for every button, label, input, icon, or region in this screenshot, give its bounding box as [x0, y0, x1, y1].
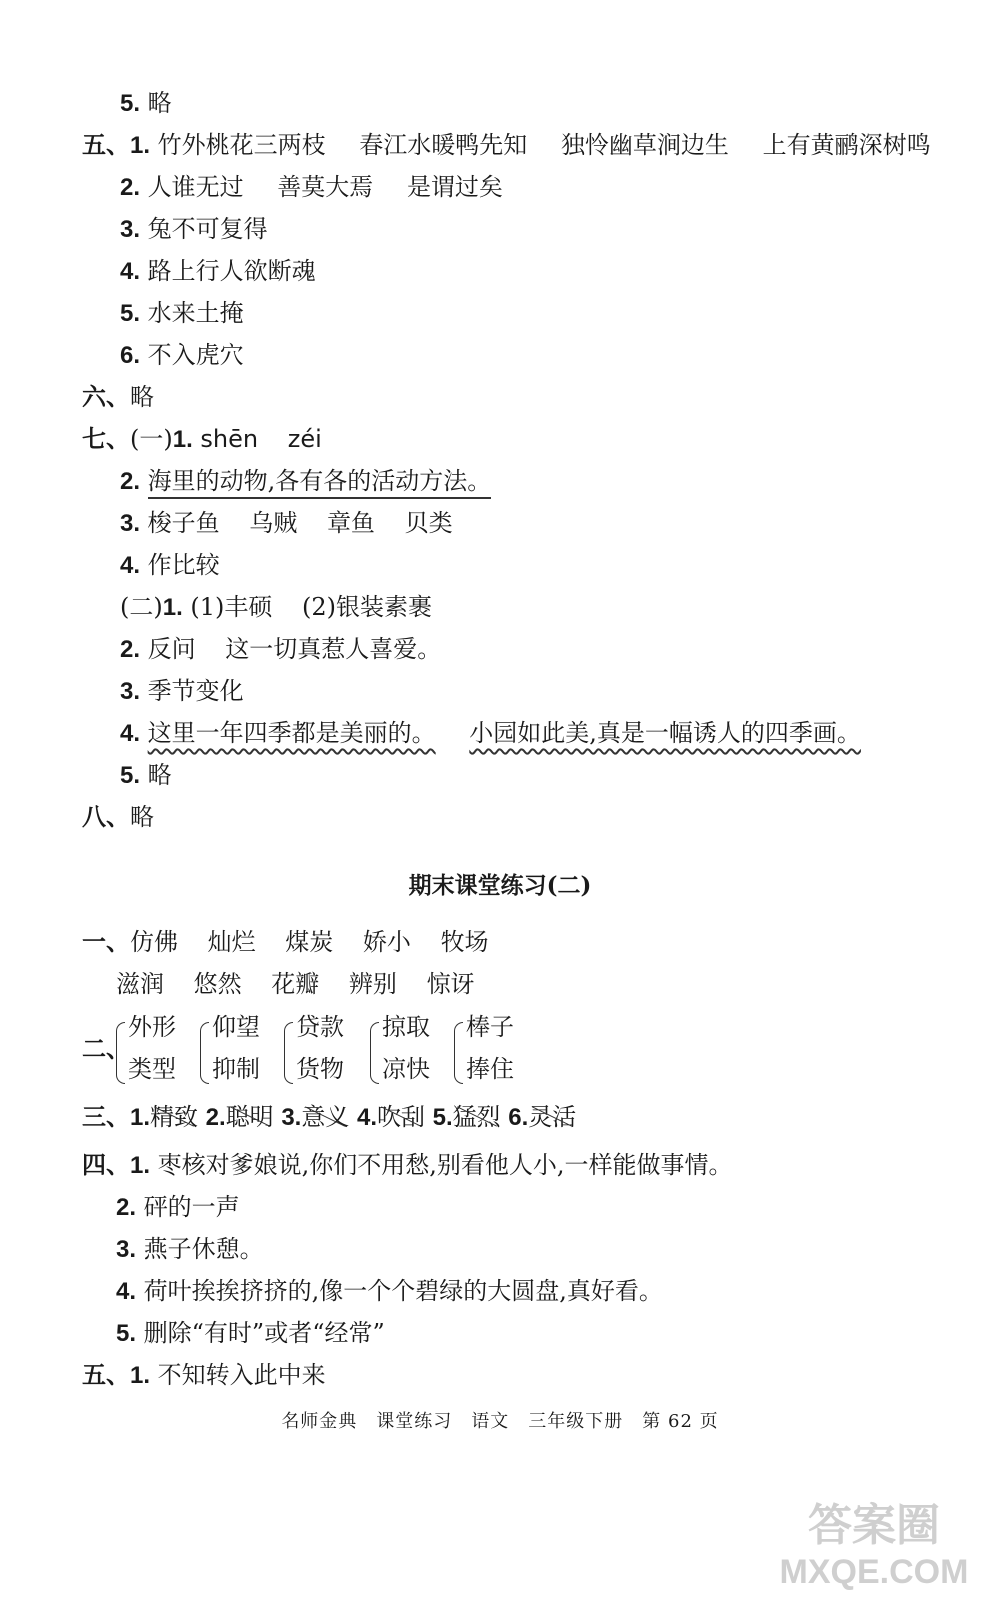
section-5-q1: 五、1. 竹外桃花三两枝 春江水暖鸭先知 独怜幽草涧边生 上有黄鹂深树鸣 [82, 131, 931, 159]
exercise-4-q5: 5. 删除“有时”或者“经常” [116, 1319, 385, 1347]
answer-5-5: 5. 略 [120, 89, 172, 117]
wavy-sentence-2: 小园如此美,真是一幅诱人的四季画。 [469, 719, 861, 747]
section-5-q5: 5. 水来土掩 [120, 299, 244, 327]
wavy-sentence-1: 这里一年四季都是美丽的。 [147, 719, 436, 747]
section-7-p2-q4: 4. 这里一年四季都是美丽的。 小园如此美,真是一幅诱人的四季画。 [120, 719, 861, 747]
section-7-p1-q2: 2. 海里的动物,各有各的活动方法。 [120, 466, 491, 497]
struck-word: 意义 [301, 1103, 350, 1131]
section-5-q4: 4. 路上行人欲断魂 [120, 257, 316, 285]
brace [454, 1022, 463, 1084]
exercise-1-row1: 一、仿佛 灿烂 煤炭 娇小 牧场 [82, 928, 489, 956]
watermark-logo: 答案圈 MXQE.COM [779, 1501, 969, 1591]
brace [370, 1022, 379, 1084]
exercise-4-q1: 四、1. 枣核对爹娘说,你们不用愁,别看他人小,一样能做事情。 [82, 1151, 733, 1179]
brace [116, 1022, 125, 1084]
exercise-2-head: 二、 [82, 1036, 130, 1063]
section-5-q6: 6. 不入虎穴 [120, 341, 244, 369]
underlined-sentence: 海里的动物,各有各的活动方法。 [148, 467, 492, 499]
section-8: 八、略 [82, 803, 154, 831]
section-7-p2-q1: (二)1. (1)丰硕 (2)银装素裹 [120, 593, 433, 621]
exercise-4-q2: 2. 砰的一声 [116, 1193, 240, 1221]
section-7-p2-q2: 2. 反问 这一切真惹人喜爱。 [120, 635, 442, 663]
exercise-1-row2: 滋润 悠然 花瓣 辨别 惊讶 [116, 970, 475, 998]
exercise-5-q1: 五、1. 不知转入此中来 [82, 1361, 326, 1389]
exercise-4-q3: 3. 燕子休憩。 [116, 1235, 264, 1263]
section-5-q2: 2. 人谁无过 善莫大焉 是谓过矣 [120, 173, 503, 201]
section-6: 六、略 [82, 383, 154, 411]
section-7-p2-q3: 3. 季节变化 [120, 677, 244, 705]
exercise-4-q4: 4. 荷叶挨挨挤挤的,像一个个碧绿的大圆盘,真好看。 [116, 1277, 663, 1305]
struck-word: 聪明 [225, 1103, 274, 1131]
struck-word: 精致 [150, 1103, 199, 1131]
section-7-p1-q4: 4. 作比较 [120, 551, 220, 579]
struck-word: 吹刮 [376, 1103, 425, 1131]
section-7-p1-q1: 七、(一)1. shēn zéi [82, 425, 322, 453]
page-footer: 名师金典 课堂练习 语文 三年级下册 第 62 页 [281, 1411, 719, 1432]
struck-word: 灵活 [528, 1103, 577, 1131]
struck-word: 猛烈 [452, 1103, 501, 1131]
exercise-3: 三、1.精致 2.聪明 3.意义 4.吹刮 5.猛烈 6.灵活 [82, 1103, 577, 1131]
brace [200, 1022, 209, 1084]
brace [284, 1022, 293, 1084]
section-5-q3: 3. 兔不可复得 [120, 215, 268, 243]
exercise-title: 期末课堂练习(二) [408, 872, 592, 899]
section-7-p2-q5: 5. 略 [120, 761, 172, 789]
section-7-p1-q3: 3. 梭子鱼 乌贼 章鱼 贝类 [120, 509, 453, 537]
